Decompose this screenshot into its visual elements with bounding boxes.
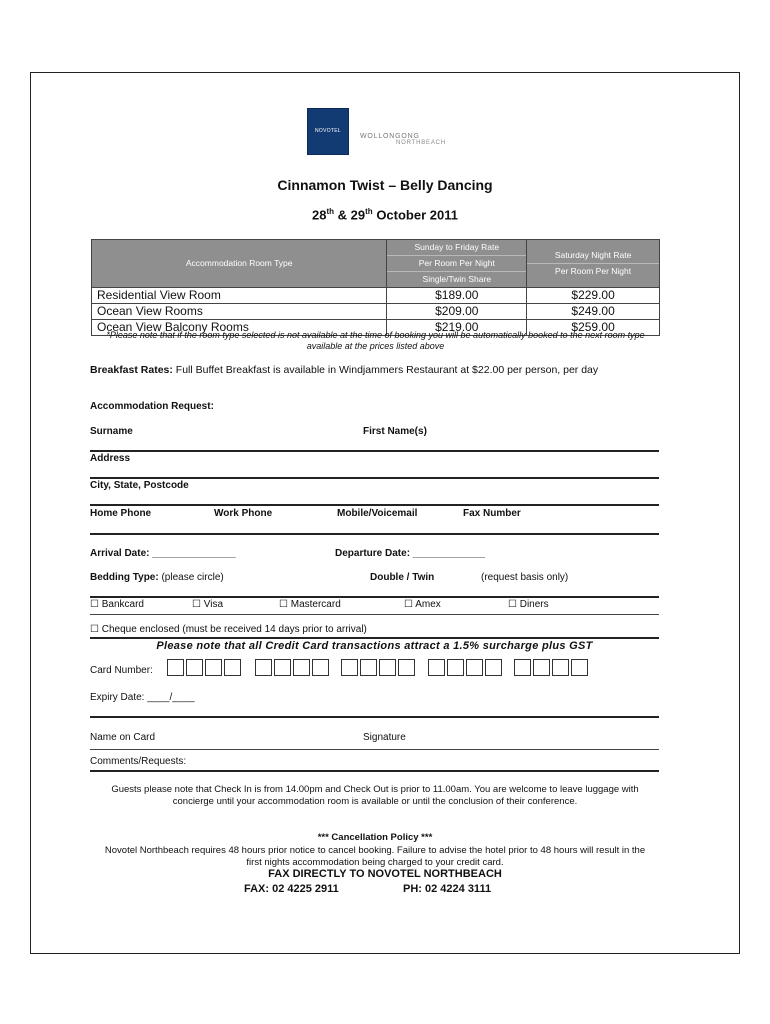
weekday-rate-cell: $189.00 [387,288,527,304]
card-digit-box[interactable] [205,659,222,676]
event-title: Cinnamon Twist – Belly Dancing [277,177,493,193]
bedding-type [90,572,224,583]
date-day-2: 29 [350,207,366,223]
col-weekday-rate [387,240,527,288]
credit-card-surcharge-note: Please note that all Credit Card transactions attract a 1.5% surcharge plus GST [156,640,593,652]
card-digit-box[interactable] [167,659,184,676]
fax-number: FAX: 02 4225 2911 [244,883,339,895]
card-digit-box[interactable] [485,659,502,676]
card-digit-box[interactable] [514,659,531,676]
card-digit-box[interactable] [533,659,550,676]
cancellation-policy-title: *** Cancellation Policy *** [317,832,433,843]
accommodation-request-heading: Accommodation Request: [90,401,214,412]
table-row [92,288,660,304]
col-saturday-rate [527,240,660,288]
address-label: Address [90,453,131,464]
phone-field-line[interactable] [90,533,659,535]
card-digit-box[interactable] [447,659,464,676]
card-digit-box[interactable] [398,659,415,676]
card-number-group-2[interactable] [255,659,329,676]
phone-number: PH: 02 4224 3111 [403,883,492,895]
comments-label: Comments/Requests: [90,756,187,767]
card-number-group-5[interactable] [514,659,588,676]
departure-date-field[interactable]: Departure Date: _____________ [335,548,486,559]
date-day-1: 28 [312,207,327,223]
cancellation-policy-text: Novotel Northbeach requires 48 hours prior notice to cancel booking. Failure to advise the hotel prior to 48 hours will result in the first nights accommodation being charged to your credit card. [104,845,646,868]
date-amp: & [334,207,351,223]
divider [90,716,659,718]
col-weekday-line: Sunday to Friday Rate [387,240,526,256]
bankcard-checkbox[interactable]: ☐ Bankcard [90,599,144,610]
col-weekday-line: Single/Twin Share [422,274,492,284]
surname-label: Surname [90,426,133,437]
col-saturday-line: Saturday Night Rate [527,248,659,264]
city-field-line[interactable] [90,504,659,506]
col-room-type-label: Accommodation Room Type [185,258,293,268]
card-number-group-1[interactable] [167,659,241,676]
card-digit-box[interactable] [379,659,396,676]
saturday-rate-cell: $249.00 [527,304,660,320]
mobile-label: Mobile/Voicemail [337,508,418,519]
arrival-date-field[interactable]: Arrival Date: _______________ [90,548,236,559]
room-type-cell: Residential View Room [92,288,387,304]
room-availability-note: *Please note that if the room type selected is not available at the time of booking you will be automatically booked to the next room type available at the prices listed above [106,330,645,351]
name-on-card-field-line[interactable] [90,749,659,750]
work-phone-label: Work Phone [214,508,273,519]
card-digit-box[interactable] [186,659,203,676]
city-state-postcode-label: City, State, Postcode [90,480,189,491]
comments-field-line[interactable] [90,770,659,772]
col-weekday-line: Per Room Per Night [387,256,526,272]
date-month: October 2011 [372,207,458,223]
col-room-type [92,240,387,288]
check-in-note: Guests please note that Check In is from 14.00pm and Check Out is prior to 11.00am. You are welcome to leave luggage with concierge until your accommodation room is available or until the conclusion of their conference. [111,784,639,807]
event-dates [0,207,770,222]
card-digit-box[interactable] [274,659,291,676]
card-digit-box[interactable] [360,659,377,676]
bedding-label: Bedding Type: [90,572,159,583]
rates-table [91,239,660,336]
room-type-cell: Ocean View Balcony Rooms [92,320,387,336]
card-digit-box[interactable] [255,659,272,676]
card-digit-box[interactable] [341,659,358,676]
fax-number-label: Fax Number [463,508,521,519]
diners-checkbox[interactable]: ☐ Diners [508,599,549,610]
divider [90,637,659,639]
amex-checkbox[interactable]: ☐ Amex [404,599,441,610]
rates-header-row [92,240,660,288]
card-digit-box[interactable] [428,659,445,676]
room-type-cell: Ocean View Rooms [92,304,387,320]
bedding-basis-note: (request basis only) [481,572,569,583]
fax-directly-heading: FAX DIRECTLY TO NOVOTEL NORTHBEACH [268,868,502,880]
card-digit-box[interactable] [552,659,569,676]
date-suffix-1: th [326,207,335,216]
home-phone-label: Home Phone [90,508,152,519]
visa-checkbox[interactable]: ☐ Visa [192,599,224,610]
mastercard-checkbox[interactable]: ☐ Mastercard [279,599,341,610]
divider [90,596,659,598]
logo-location-sub: NORTHBEACH [396,140,446,146]
table-row [92,304,660,320]
cheque-checkbox[interactable]: ☐ Cheque enclosed (must be received 14 days prior to arrival) [90,624,367,635]
date-suffix-2: th [365,207,373,216]
surname-field-line[interactable] [90,450,659,452]
first-name-label: First Name(s) [363,426,427,437]
bedding-options[interactable]: Double / Twin [370,572,435,583]
card-number-label: Card Number: [90,665,153,676]
col-saturday-line: Per Room Per Night [555,266,632,276]
novotel-logo [307,108,349,155]
card-digit-box[interactable] [293,659,310,676]
bedding-hint: (please circle) [158,572,224,583]
logo-brand: NOVOTEL [315,128,341,134]
address-field-line[interactable] [90,477,659,479]
card-digit-box[interactable] [224,659,241,676]
weekday-rate-cell: $219.00 [387,320,527,336]
card-number-group-4[interactable] [428,659,502,676]
saturday-rate-cell: $229.00 [527,288,660,304]
logo-location: WOLLONGONG [360,133,420,140]
expiry-date-field[interactable]: Expiry Date: ____/____ [90,692,195,703]
card-digit-box[interactable] [571,659,588,676]
breakfast-rates [90,364,598,376]
card-number-group-3[interactable] [341,659,415,676]
saturday-rate-cell: $259.00 [527,320,660,336]
divider [90,614,659,615]
signature-label: Signature [363,732,406,743]
breakfast-text: Full Buffet Breakfast is available in Windjammers Restaurant at $22.00 per person, per day [172,364,599,376]
card-digit-box[interactable] [312,659,329,676]
card-digit-box[interactable] [466,659,483,676]
weekday-rate-cell: $209.00 [387,304,527,320]
breakfast-label: Breakfast Rates: [90,364,173,376]
name-on-card-label: Name on Card [90,732,156,743]
